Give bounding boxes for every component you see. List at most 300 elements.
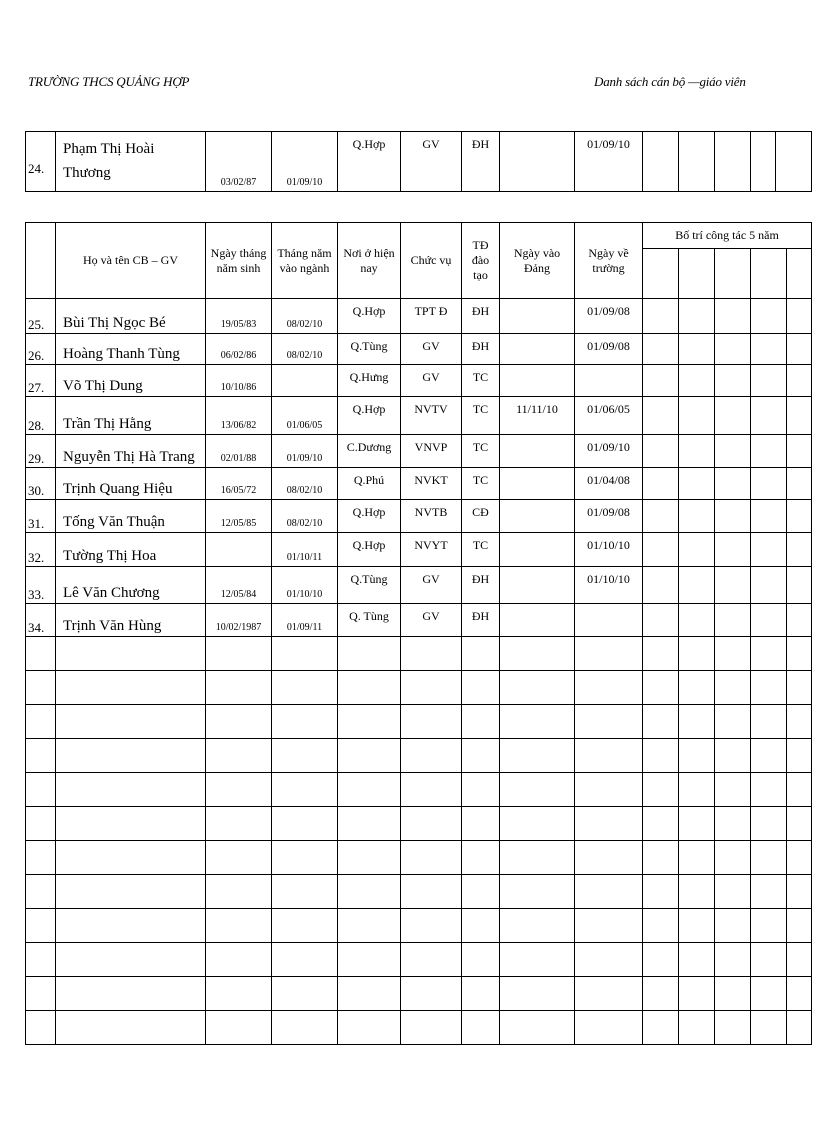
row-number: 32. <box>26 533 56 567</box>
start-cell: 08/02/10 <box>272 468 338 500</box>
level-cell: TC <box>462 397 500 435</box>
row-number: 28. <box>26 397 56 435</box>
plan-cell <box>715 132 751 192</box>
plan-cell <box>679 533 715 567</box>
place-cell: Q.Hợp <box>338 132 401 192</box>
empty-cell <box>56 977 206 1011</box>
empty-cell <box>751 671 787 705</box>
empty-cell <box>272 637 338 671</box>
school-date-cell: 01/09/08 <box>575 334 643 365</box>
empty-cell <box>462 875 500 909</box>
empty-cell <box>500 909 575 943</box>
empty-cell <box>56 739 206 773</box>
empty-cell <box>206 977 272 1011</box>
empty-cell <box>643 739 679 773</box>
header-plan: Bố trí công tác 5 năm <box>643 223 812 249</box>
empty-cell <box>401 671 462 705</box>
empty-cell <box>338 977 401 1011</box>
plan-cell <box>643 299 679 334</box>
plan-cell <box>715 468 751 500</box>
empty-cell <box>401 773 462 807</box>
empty-cell <box>715 739 751 773</box>
role-cell: GV <box>401 365 462 397</box>
plan-cell <box>787 435 812 468</box>
empty-cell <box>401 841 462 875</box>
start-cell: 01/09/11 <box>272 604 338 637</box>
empty-cell <box>26 1011 56 1045</box>
school-date-cell: 01/09/10 <box>575 132 643 192</box>
empty-row <box>26 671 812 705</box>
empty-cell <box>679 909 715 943</box>
empty-cell <box>338 671 401 705</box>
empty-cell <box>679 943 715 977</box>
empty-cell <box>462 705 500 739</box>
empty-cell <box>679 637 715 671</box>
staff-name: Trịnh Quang Hiệu <box>56 468 206 500</box>
empty-cell <box>787 1011 812 1045</box>
dob-cell: 16/05/72 <box>206 468 272 500</box>
empty-cell <box>643 1011 679 1045</box>
empty-cell <box>338 841 401 875</box>
plan-cell <box>715 567 751 604</box>
empty-cell <box>679 807 715 841</box>
place-cell: Q.Hợp <box>338 533 401 567</box>
plan-cell <box>643 604 679 637</box>
empty-cell <box>462 807 500 841</box>
empty-cell <box>500 773 575 807</box>
party-cell <box>500 567 575 604</box>
empty-cell <box>751 739 787 773</box>
empty-cell <box>643 807 679 841</box>
dob-cell: 10/02/1987 <box>206 604 272 637</box>
plan-cell <box>679 299 715 334</box>
empty-cell <box>715 671 751 705</box>
empty-cell <box>206 807 272 841</box>
role-cell: NVTB <box>401 500 462 533</box>
school-date-cell <box>575 604 643 637</box>
empty-cell <box>500 705 575 739</box>
plan-cell <box>679 365 715 397</box>
empty-cell <box>338 875 401 909</box>
empty-cell <box>500 1011 575 1045</box>
empty-cell <box>715 1011 751 1045</box>
dob-cell: 10/10/86 <box>206 365 272 397</box>
start-cell: 01/10/11 <box>272 533 338 567</box>
level-cell: TC <box>462 365 500 397</box>
place-cell: C.Dương <box>338 435 401 468</box>
level-cell: TC <box>462 435 500 468</box>
empty-cell <box>575 637 643 671</box>
empty-cell <box>500 739 575 773</box>
empty-cell <box>272 773 338 807</box>
role-cell: GV <box>401 567 462 604</box>
empty-cell <box>401 1011 462 1045</box>
staff-name: Hoàng Thanh Tùng <box>56 334 206 365</box>
role-cell: GV <box>401 132 462 192</box>
plan-cell <box>787 397 812 435</box>
place-cell: Q.Hợp <box>338 397 401 435</box>
empty-cell <box>751 943 787 977</box>
empty-cell <box>787 875 812 909</box>
dob-cell: 19/05/83 <box>206 299 272 334</box>
empty-cell <box>787 637 812 671</box>
empty-row <box>26 739 812 773</box>
empty-cell <box>500 807 575 841</box>
row-number: 27. <box>26 365 56 397</box>
empty-cell <box>787 807 812 841</box>
table-row <box>26 299 812 334</box>
plan-cell <box>751 397 787 435</box>
empty-cell <box>206 773 272 807</box>
empty-cell <box>715 875 751 909</box>
empty-cell <box>272 671 338 705</box>
empty-cell <box>643 671 679 705</box>
plan-cell <box>751 132 776 192</box>
empty-cell <box>26 807 56 841</box>
place-cell: Q.Tùng <box>338 567 401 604</box>
plan-cell <box>643 132 679 192</box>
empty-cell <box>575 739 643 773</box>
start-cell: 08/02/10 <box>272 334 338 365</box>
plan-cell <box>751 468 787 500</box>
empty-cell <box>338 705 401 739</box>
plan-cell <box>679 132 715 192</box>
table-row <box>26 365 812 397</box>
top-row-table <box>25 131 812 192</box>
empty-cell <box>462 943 500 977</box>
empty-cell <box>26 943 56 977</box>
empty-cell <box>679 705 715 739</box>
empty-row <box>26 841 812 875</box>
plan-cell <box>787 533 812 567</box>
level-cell: TC <box>462 468 500 500</box>
empty-cell <box>272 943 338 977</box>
plan-cell <box>715 533 751 567</box>
place-cell: Q.Hợp <box>338 299 401 334</box>
table-row <box>26 604 812 637</box>
empty-cell <box>715 909 751 943</box>
empty-cell <box>206 739 272 773</box>
empty-cell <box>338 637 401 671</box>
staff-rows <box>26 299 812 1045</box>
empty-cell <box>26 637 56 671</box>
school-name: TRƯỜNG THCS QUẢNG HỢP <box>28 74 190 89</box>
empty-cell <box>679 739 715 773</box>
empty-cell <box>715 773 751 807</box>
empty-cell <box>462 841 500 875</box>
level-cell: ĐH <box>462 604 500 637</box>
empty-cell <box>575 909 643 943</box>
empty-cell <box>401 739 462 773</box>
school-date-cell: 01/09/08 <box>575 299 643 334</box>
plan-cell <box>643 435 679 468</box>
party-cell <box>500 468 575 500</box>
empty-cell <box>787 943 812 977</box>
plan-cell <box>643 334 679 365</box>
empty-cell <box>575 807 643 841</box>
dob-cell: 03/02/87 <box>206 132 272 192</box>
empty-row <box>26 773 812 807</box>
empty-cell <box>787 909 812 943</box>
table-row <box>26 500 812 533</box>
plan-cell <box>715 365 751 397</box>
empty-cell <box>643 637 679 671</box>
staff-name: Tường Thị Hoa <box>56 533 206 567</box>
header-school-date: Ngày về trường <box>575 223 643 299</box>
empty-cell <box>462 1011 500 1045</box>
header-place: Nơi ở hiện nay <box>338 223 401 299</box>
empty-row <box>26 909 812 943</box>
empty-row <box>26 943 812 977</box>
empty-cell <box>751 875 787 909</box>
table-row <box>26 468 812 500</box>
empty-cell <box>401 909 462 943</box>
empty-cell <box>56 773 206 807</box>
empty-cell <box>272 1011 338 1045</box>
empty-cell <box>56 807 206 841</box>
start-cell: 01/09/10 <box>272 132 338 192</box>
empty-cell <box>500 637 575 671</box>
empty-cell <box>462 773 500 807</box>
level-cell: ĐH <box>462 334 500 365</box>
table-row <box>26 435 812 468</box>
plan-cell <box>751 365 787 397</box>
plan-cell <box>679 500 715 533</box>
plan-cell <box>679 468 715 500</box>
empty-cell <box>679 1011 715 1045</box>
row-number: 31. <box>26 500 56 533</box>
dob-cell: 12/05/85 <box>206 500 272 533</box>
empty-cell <box>56 943 206 977</box>
place-cell: Q.Tùng <box>338 334 401 365</box>
document-title: Danh sách cán bộ —giáo viên <box>594 74 746 89</box>
empty-cell <box>462 977 500 1011</box>
name-line-1: Phạm Thị Hoài <box>63 141 155 157</box>
empty-cell <box>787 705 812 739</box>
header-role: Chức vụ <box>401 223 462 299</box>
empty-cell <box>56 671 206 705</box>
party-cell <box>500 435 575 468</box>
plan-cell <box>751 435 787 468</box>
start-cell: 08/02/10 <box>272 299 338 334</box>
level-cell: TC <box>462 533 500 567</box>
staff-name: Lê Văn Chương <box>56 567 206 604</box>
place-cell: Q.Phú <box>338 468 401 500</box>
empty-row <box>26 705 812 739</box>
dob-cell: 12/05/84 <box>206 567 272 604</box>
school-date-cell: 01/10/10 <box>575 567 643 604</box>
empty-cell <box>26 875 56 909</box>
empty-cell <box>643 909 679 943</box>
empty-cell <box>401 637 462 671</box>
plan-cell <box>679 397 715 435</box>
plan-cell <box>787 365 812 397</box>
empty-cell <box>575 773 643 807</box>
empty-cell <box>206 637 272 671</box>
empty-cell <box>575 841 643 875</box>
empty-cell <box>500 943 575 977</box>
empty-cell <box>206 705 272 739</box>
staff-name: Bùi Thị Ngọc Bé <box>56 299 206 334</box>
plan-cell <box>751 334 787 365</box>
empty-cell <box>751 773 787 807</box>
table-row <box>26 567 812 604</box>
empty-cell <box>26 773 56 807</box>
empty-cell <box>715 807 751 841</box>
table-row <box>26 533 812 567</box>
start-cell: 01/10/10 <box>272 567 338 604</box>
empty-cell <box>679 841 715 875</box>
empty-cell <box>338 943 401 977</box>
empty-cell <box>338 1011 401 1045</box>
role-cell: NVTV <box>401 397 462 435</box>
plan-cell <box>715 397 751 435</box>
role-cell: NVKT <box>401 468 462 500</box>
empty-cell <box>575 1011 643 1045</box>
dob-cell: 02/01/88 <box>206 435 272 468</box>
empty-cell <box>462 739 500 773</box>
empty-cell <box>56 909 206 943</box>
plan-cell <box>787 334 812 365</box>
empty-cell <box>643 773 679 807</box>
empty-cell <box>575 705 643 739</box>
plan-cell <box>715 604 751 637</box>
empty-row <box>26 977 812 1011</box>
dob-cell: 06/02/86 <box>206 334 272 365</box>
party-cell <box>500 299 575 334</box>
plan-cell <box>751 604 787 637</box>
row-number: 25. <box>26 299 56 334</box>
row-number: 33. <box>26 567 56 604</box>
header-stt <box>26 223 56 299</box>
empty-cell <box>787 773 812 807</box>
empty-cell <box>787 739 812 773</box>
plan-cell <box>679 435 715 468</box>
empty-cell <box>272 875 338 909</box>
empty-cell <box>715 637 751 671</box>
level-cell: ĐH <box>462 132 500 192</box>
empty-cell <box>643 943 679 977</box>
plan-cell <box>643 365 679 397</box>
empty-row <box>26 1011 812 1045</box>
empty-cell <box>787 977 812 1011</box>
party-cell <box>500 604 575 637</box>
staff-name: Trần Thị Hằng <box>56 397 206 435</box>
staff-name: Tống Văn Thuận <box>56 500 206 533</box>
empty-cell <box>206 671 272 705</box>
start-cell: 01/06/05 <box>272 397 338 435</box>
plan-cell <box>715 334 751 365</box>
empty-cell <box>643 875 679 909</box>
plan-cell <box>751 299 787 334</box>
table-row <box>26 132 812 192</box>
party-cell <box>500 132 575 192</box>
table-row <box>26 397 812 435</box>
empty-cell <box>575 977 643 1011</box>
empty-cell <box>643 977 679 1011</box>
empty-cell <box>751 909 787 943</box>
empty-cell <box>575 943 643 977</box>
school-date-cell: 01/09/08 <box>575 500 643 533</box>
empty-cell <box>26 977 56 1011</box>
empty-cell <box>206 875 272 909</box>
empty-cell <box>751 637 787 671</box>
plan-cell <box>787 604 812 637</box>
staff-name <box>56 132 206 192</box>
level-cell: CĐ <box>462 500 500 533</box>
plan-cell <box>679 334 715 365</box>
plan-cell <box>787 299 812 334</box>
row-number: 30. <box>26 468 56 500</box>
empty-cell <box>751 977 787 1011</box>
empty-cell <box>56 841 206 875</box>
empty-cell <box>272 977 338 1011</box>
header-name: Họ và tên CB – GV <box>56 223 206 299</box>
role-cell: GV <box>401 334 462 365</box>
party-cell <box>500 365 575 397</box>
plan-year-cell <box>787 249 812 299</box>
empty-cell <box>272 841 338 875</box>
plan-cell <box>715 500 751 533</box>
empty-cell <box>462 671 500 705</box>
empty-cell <box>26 739 56 773</box>
plan-cell <box>643 468 679 500</box>
role-cell: NVYT <box>401 533 462 567</box>
start-cell <box>272 365 338 397</box>
role-cell: TPT Đ <box>401 299 462 334</box>
empty-row <box>26 637 812 671</box>
empty-cell <box>643 705 679 739</box>
empty-cell <box>787 671 812 705</box>
empty-cell <box>679 977 715 1011</box>
staff-name: Võ Thị Dung <box>56 365 206 397</box>
empty-cell <box>401 977 462 1011</box>
empty-cell <box>643 841 679 875</box>
empty-row <box>26 807 812 841</box>
name-line-2: Thương <box>63 165 111 181</box>
plan-cell <box>643 533 679 567</box>
party-cell: 11/11/10 <box>500 397 575 435</box>
header-party: Ngày vào Đảng <box>500 223 575 299</box>
row-number: 29. <box>26 435 56 468</box>
school-date-cell <box>575 365 643 397</box>
empty-cell <box>56 1011 206 1045</box>
empty-cell <box>338 807 401 841</box>
place-cell: Q. Tùng <box>338 604 401 637</box>
dob-cell <box>206 533 272 567</box>
staff-table <box>25 222 812 1045</box>
table-row <box>26 334 812 365</box>
empty-cell <box>751 705 787 739</box>
plan-cell <box>715 435 751 468</box>
school-date-cell: 01/04/08 <box>575 468 643 500</box>
staff-name: Nguyễn Thị Hà Trang <box>56 435 206 468</box>
empty-cell <box>715 841 751 875</box>
empty-cell <box>715 705 751 739</box>
empty-cell <box>26 841 56 875</box>
empty-cell <box>338 909 401 943</box>
plan-year-cell <box>643 249 679 299</box>
empty-cell <box>26 909 56 943</box>
plan-cell <box>643 397 679 435</box>
empty-cell <box>715 977 751 1011</box>
empty-cell <box>679 875 715 909</box>
empty-cell <box>272 705 338 739</box>
empty-cell <box>26 671 56 705</box>
row-number: 34. <box>26 604 56 637</box>
empty-row <box>26 875 812 909</box>
empty-cell <box>56 637 206 671</box>
